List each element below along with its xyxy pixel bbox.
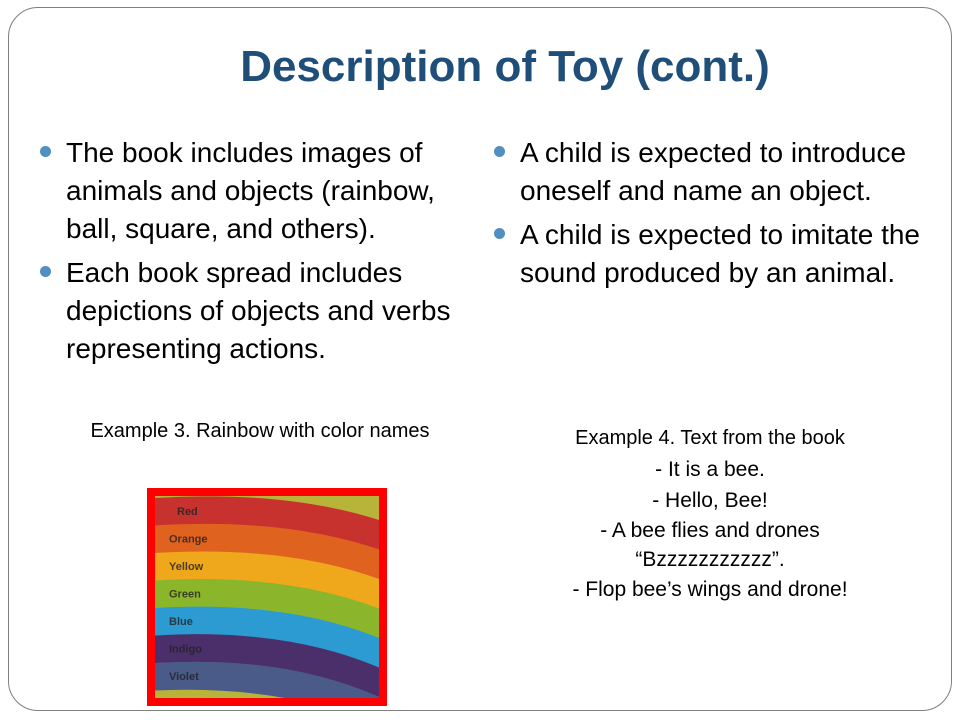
bullet-item bbox=[494, 134, 934, 210]
example-4-block bbox=[520, 423, 900, 605]
bullet-text: A child is expected to imitate the sound produced by an animal. bbox=[520, 219, 920, 288]
rainbow-label: Violet bbox=[169, 671, 199, 684]
rainbow-label: Orange bbox=[169, 533, 208, 546]
bullet-item bbox=[494, 216, 934, 292]
bullet-text: Each book spread includes depictions of objects and verbs representing actions. bbox=[66, 257, 451, 364]
right-column bbox=[494, 134, 934, 298]
bullet-dot-icon bbox=[494, 146, 505, 157]
example-4-caption: Example 4. Text from the book bbox=[575, 427, 845, 449]
rainbow-image bbox=[147, 488, 387, 706]
rainbow-label: Blue bbox=[169, 616, 193, 629]
book-text-line: - It is a bee. bbox=[655, 458, 765, 481]
bullet-text: A child is expected to introduce oneself and name an object. bbox=[520, 137, 907, 206]
rainbow-label: Indigo bbox=[169, 643, 202, 656]
rainbow-label: Green bbox=[169, 588, 201, 601]
bullet-item bbox=[40, 254, 455, 368]
bullet-dot-icon bbox=[40, 266, 51, 277]
bullet-text: The book includes images of animals and objects (rainbow, ball, square, and others). bbox=[66, 137, 435, 244]
bullet-dot-icon bbox=[40, 146, 51, 157]
rainbow-illustration bbox=[155, 496, 379, 698]
book-text-line: “Bzzzzzzzzzzz”. bbox=[635, 548, 785, 571]
bullet-dot-icon bbox=[494, 228, 505, 239]
book-text-line: - Hello, Bee! bbox=[652, 489, 768, 512]
example-3-caption: Example 3. Rainbow with color names bbox=[90, 420, 430, 442]
bullet-item bbox=[40, 134, 455, 248]
rainbow-label: Yellow bbox=[169, 561, 204, 574]
book-text-line: - A bee flies and drones bbox=[600, 519, 820, 542]
rainbow-label: Red bbox=[177, 506, 198, 519]
left-column bbox=[40, 134, 455, 374]
slide-title: Description of Toy (cont.) bbox=[240, 42, 770, 91]
book-text-line: - Flop bee’s wings and drone! bbox=[572, 578, 848, 601]
